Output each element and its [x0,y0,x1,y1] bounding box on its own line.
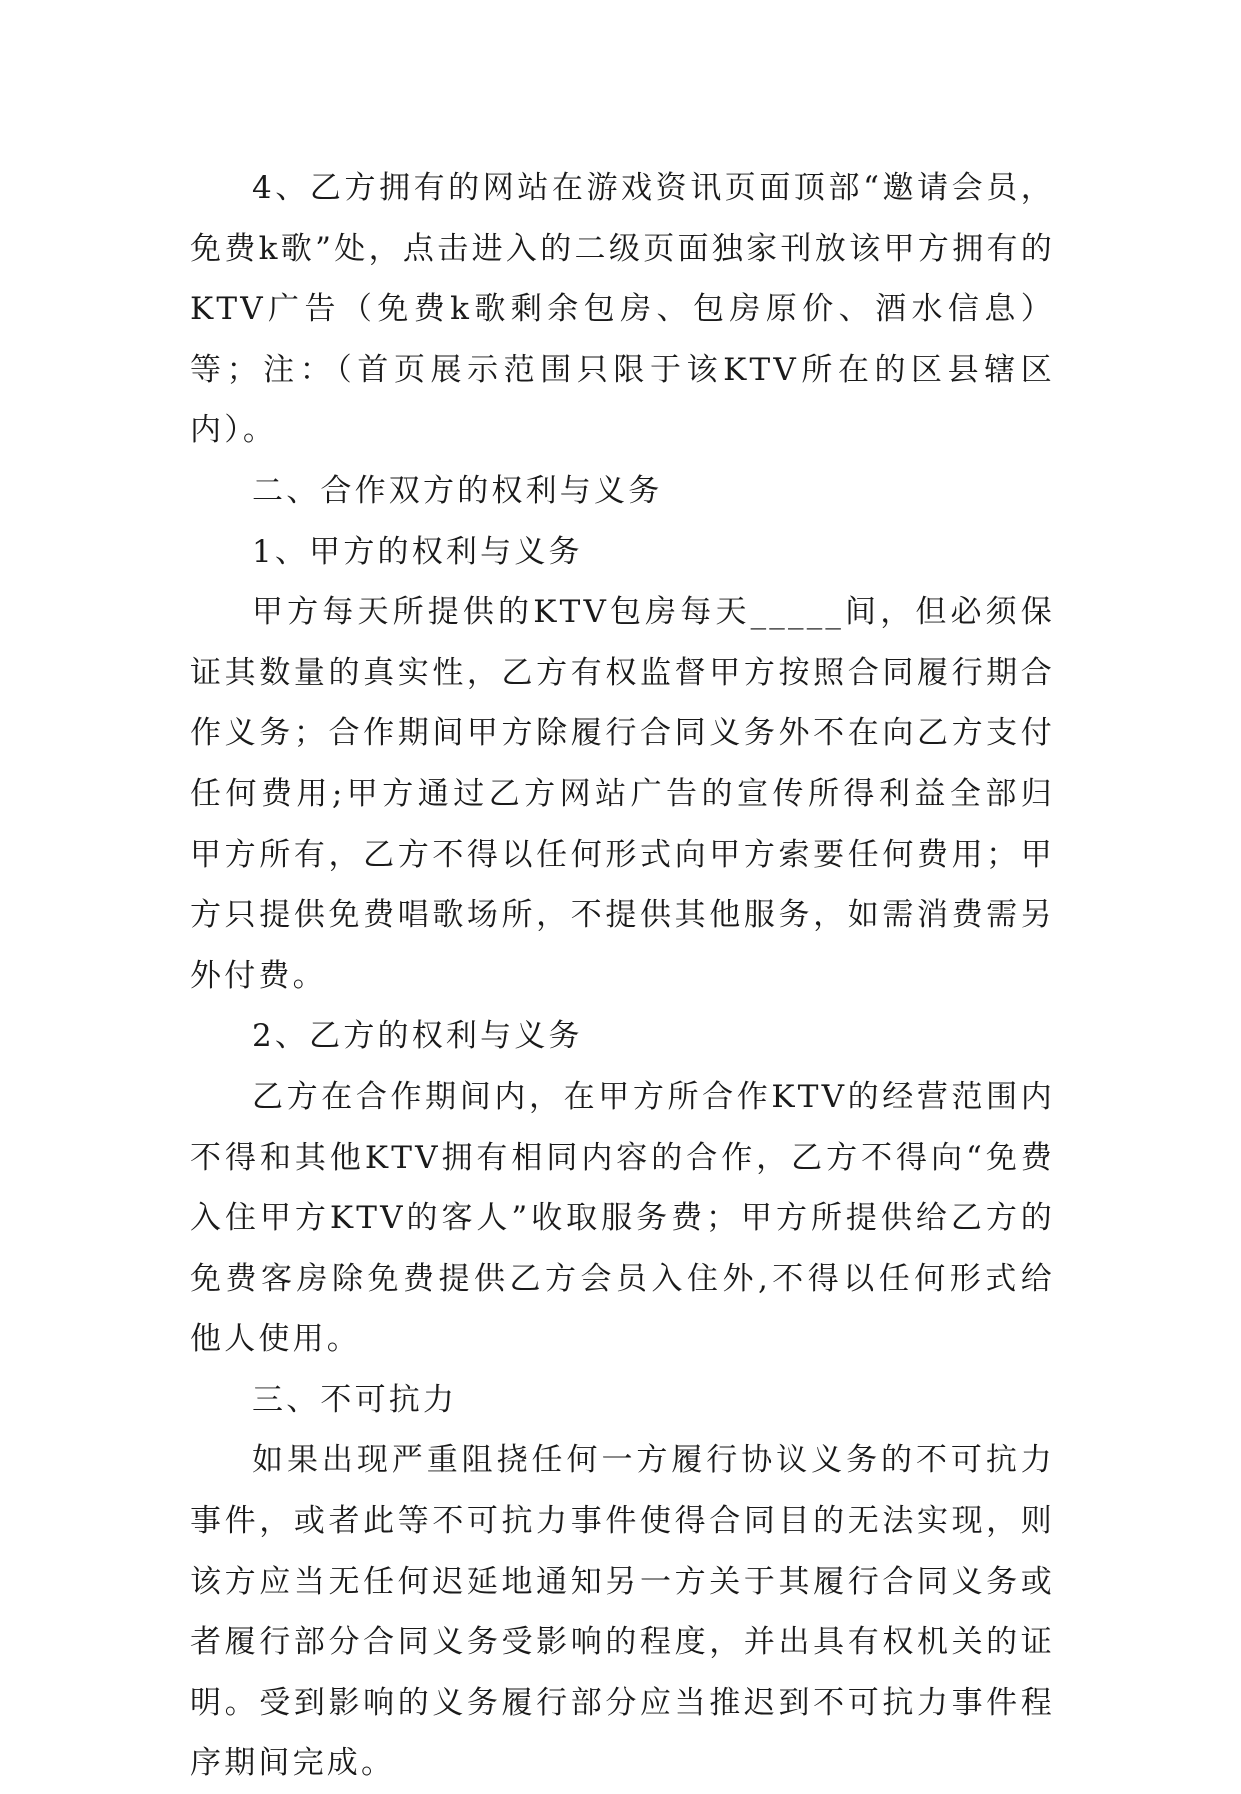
paragraph-clause-4: 4、乙方拥有的网站在游戏资讯页面顶部“邀请会员，免费k歌”处，点击进入的二级页面独家刊放该甲方拥有的KTV广告（免费k歌剩余包房、包房原价、酒水信息）等；注：（首页展示范围只限于该KTV所在的区县辖区内）。 [190,170,1055,449]
paragraph-party-b: 乙方在合作期间内，在甲方所合作KTV的经营范围内不得和其他KTV拥有相同内容的合作，乙方不得向“免费入住甲方KTV的客人”收取服务费；甲方所提供给乙方的免费客房除免费提供乙方会员入住外,不得以任何形式给他人使用。 [190,1078,1055,1358]
subheading-party-b: 2、乙方的权利与义务 [252,1018,583,1055]
heading-rights-obligations: 二、合作双方的权利与义务 [252,472,663,509]
paragraph-force-majeure: 如果出现严重阻挠任何一方履行协议义务的不可抗力事件，或者此等不可抗力事件使得合同目的无法实现，则该方应当无任何迟延地通知另一方关于其履行合同义务或者履行部分合同义务受影响的程度，并出具有权机关的证明。受到影响的义务履行部分应当推迟到不可抗力事件程序期间完成。 [190,1442,1055,1782]
document-body [190,158,1055,1794]
subheading-party-a: 1、甲方的权利与义务 [252,533,583,570]
paragraph-party-a: 甲方每天所提供的KTV包房每天_____间，但必须保证其数量的真实性，乙方有权监督甲方按照合同履行期合作义务；合作期间甲方除履行合同义务外不在向乙方支付任何费用;甲方通过乙方网站广告的宣传所得利益全部归甲方所有，乙方不得以任何形式向甲方索要任何费用；甲方只提供免费唱歌场所，不提供其他服务，如需消费需另外付费。 [190,594,1055,994]
heading-force-majeure: 三、不可抗力 [252,1381,458,1418]
